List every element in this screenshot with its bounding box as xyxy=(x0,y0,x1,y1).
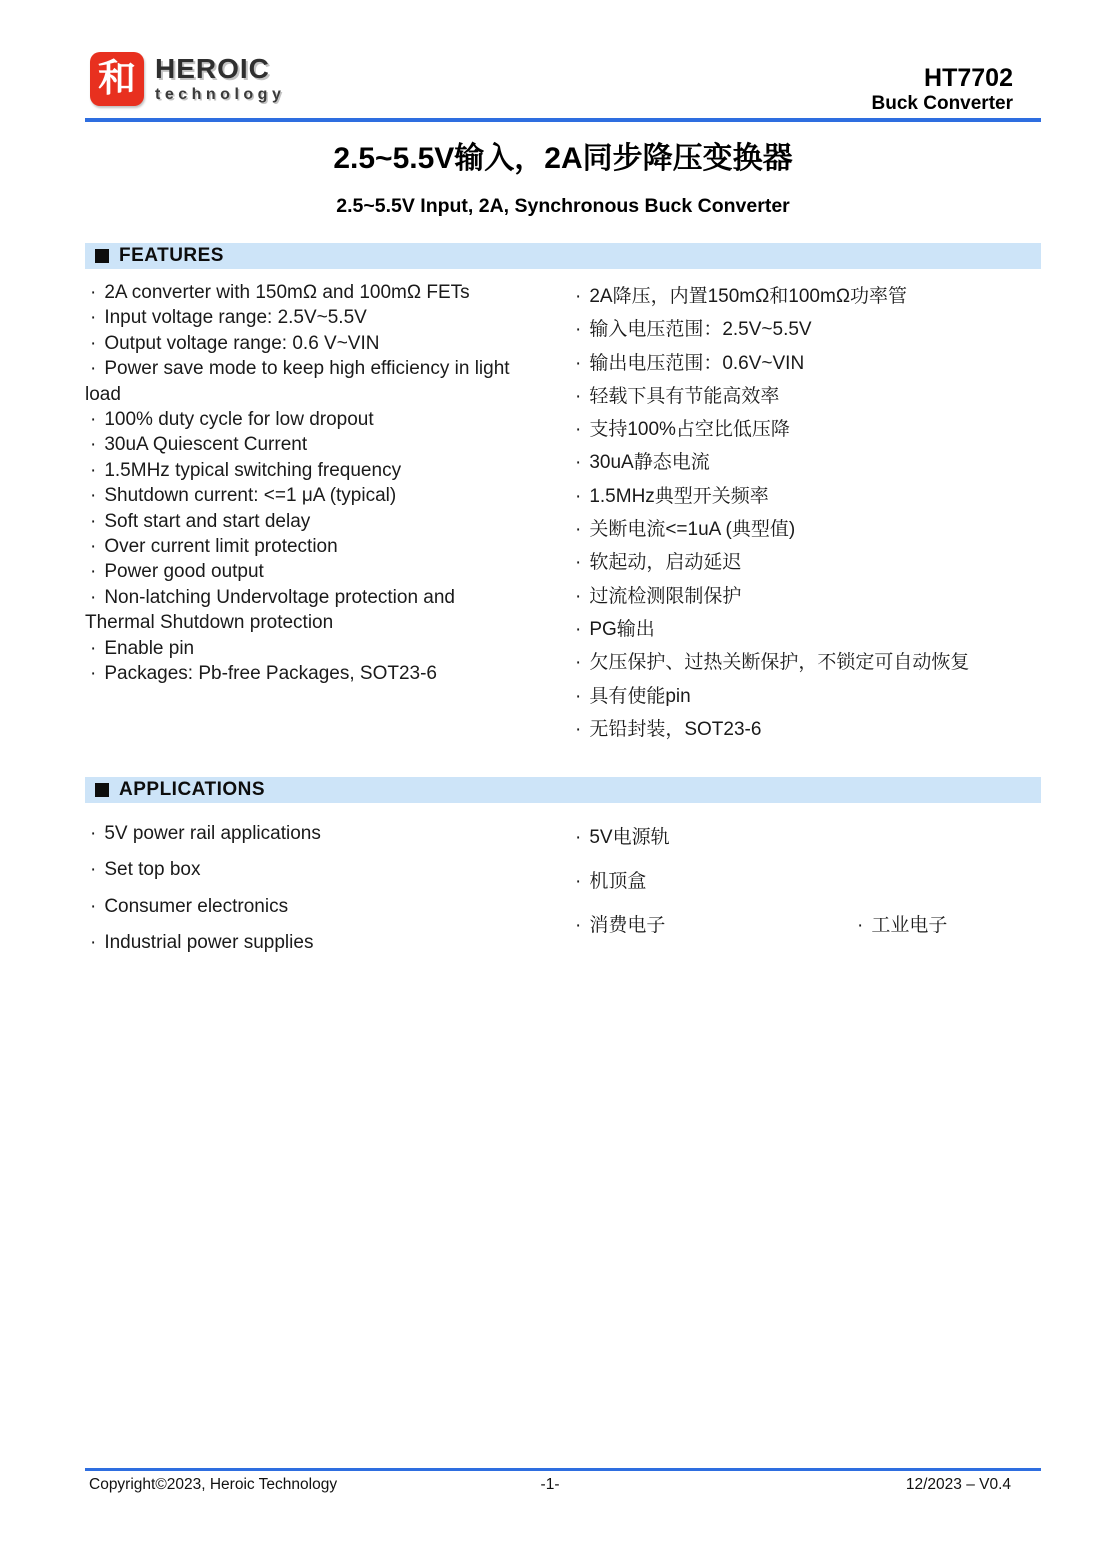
application-item-text: Industrial power supplies xyxy=(104,932,314,954)
bullet-dot-icon: · xyxy=(575,452,582,474)
feature-item-zh xyxy=(563,713,1041,746)
feature-item-text: 2A降压，内置150mΩ和100mΩ功率管 xyxy=(589,286,908,307)
feature-item-zh xyxy=(563,446,1041,479)
bullet-dot-icon: · xyxy=(575,552,582,574)
bullet-dot-icon: · xyxy=(90,358,97,380)
applications-list-zh xyxy=(563,816,1041,948)
feature-item-en xyxy=(85,382,563,407)
feature-item-text: Thermal Shutdown protection xyxy=(85,612,334,634)
page-content xyxy=(85,52,1041,961)
section-square-icon xyxy=(95,783,109,797)
applications-section-header xyxy=(85,777,1041,803)
feature-item-text: 关断电流<=1uA (典型值) xyxy=(589,519,796,541)
feature-item-en xyxy=(85,610,563,635)
feature-item-text: 2A converter with 150mΩ and 100mΩ FETs xyxy=(104,282,470,303)
bullet-dot-icon: · xyxy=(575,519,582,541)
feature-item-text: 具有使能pin xyxy=(589,685,691,707)
application-item-zh-extra xyxy=(845,904,947,948)
bullet-dot-icon: · xyxy=(575,485,582,507)
feature-item-en xyxy=(85,509,563,534)
feature-item-zh xyxy=(563,613,1041,646)
bullet-dot-icon: · xyxy=(575,652,582,674)
feature-item-en xyxy=(85,483,563,508)
bullet-dot-icon: · xyxy=(575,718,582,740)
feature-item-text: 30uA Quiescent Current xyxy=(104,434,308,456)
feature-item-text: 30uA静态电流 xyxy=(589,452,710,474)
feature-item-en xyxy=(85,280,563,305)
bullet-dot-icon: · xyxy=(575,618,582,640)
bullet-dot-icon: · xyxy=(575,419,582,441)
feature-item-en xyxy=(85,407,563,432)
feature-item-zh xyxy=(563,546,1041,579)
feature-item-text: 输入电压范围：2.5V~5.5V xyxy=(589,319,812,341)
feature-item-text: 100% duty cycle for low dropout xyxy=(104,409,374,431)
logo-text-block xyxy=(155,52,285,104)
feature-item-text: Shutdown current: <=1 μA (typical) xyxy=(104,485,397,507)
feature-item-en xyxy=(85,356,563,381)
feature-item-text: 软起动，启动延迟 xyxy=(589,552,742,574)
feature-item-text: Packages: Pb-free Packages, SOT23-6 xyxy=(104,663,437,685)
feature-item-zh xyxy=(563,413,1041,446)
feature-item-en xyxy=(85,432,563,457)
feature-item-zh xyxy=(563,513,1041,546)
feature-item-en xyxy=(85,636,563,661)
application-item-text: 5V power rail applications xyxy=(104,823,321,845)
feature-item-en xyxy=(85,661,563,686)
application-item-zh xyxy=(563,904,1041,948)
feature-item-en xyxy=(85,331,563,356)
feature-item-zh xyxy=(563,580,1041,613)
feature-item-text: Soft start and start delay xyxy=(104,510,311,532)
application-item-zh xyxy=(563,816,1041,860)
bullet-dot-icon: · xyxy=(575,585,582,607)
bullet-dot-icon: · xyxy=(90,434,97,456)
page-footer xyxy=(85,1468,1041,1494)
bullet-dot-icon: · xyxy=(575,871,582,893)
header-divider xyxy=(85,118,1041,122)
features-columns xyxy=(85,269,1041,753)
application-item-text: 消费电子 xyxy=(589,915,666,937)
feature-item-zh xyxy=(563,313,1041,346)
feature-item-text: 无铅封装，SOT23-6 xyxy=(589,718,762,740)
feature-item-zh xyxy=(563,480,1041,513)
features-section-header xyxy=(85,243,1041,269)
bullet-dot-icon: · xyxy=(90,637,97,659)
feature-item-text: Power good output xyxy=(104,561,264,583)
bullet-dot-icon: · xyxy=(90,409,97,431)
part-type: Buck Converter xyxy=(871,93,1013,114)
feature-item-text: Over current limit protection xyxy=(104,536,338,558)
bullet-dot-icon: · xyxy=(90,536,97,558)
feature-item-text: Non-latching Undervoltage protection and xyxy=(104,586,455,608)
application-item-en xyxy=(85,925,563,961)
bullet-dot-icon: · xyxy=(575,319,582,341)
bullet-dot-icon: · xyxy=(90,895,97,917)
feature-item-text: 1.5MHz typical switching frequency xyxy=(104,459,402,481)
feature-item-zh xyxy=(563,347,1041,380)
section-square-icon xyxy=(95,249,109,263)
part-number: HT7702 xyxy=(924,64,1013,92)
feature-item-text: Power save mode to keep high efficiency in light xyxy=(104,358,510,380)
feature-item-en xyxy=(85,458,563,483)
feature-item-text: 轻载下具有节能高效率 xyxy=(589,385,780,407)
bullet-dot-icon: · xyxy=(575,286,582,307)
footer-page-number: -1- xyxy=(540,1476,560,1493)
feature-item-text: Enable pin xyxy=(104,637,195,659)
application-item-en xyxy=(85,852,563,888)
application-item-text: 机顶盒 xyxy=(589,871,647,893)
feature-item-text: 过流检测限制保护 xyxy=(589,585,742,607)
bullet-dot-icon: · xyxy=(575,827,582,849)
application-item-en xyxy=(85,889,563,925)
application-item-text: Consumer electronics xyxy=(104,895,289,917)
feature-item-text: PG输出 xyxy=(589,618,655,640)
feature-item-zh xyxy=(563,680,1041,713)
applications-list-en xyxy=(85,816,563,961)
application-item-text: Set top box xyxy=(104,859,201,881)
bullet-dot-icon: · xyxy=(90,510,97,532)
feature-item-text: Output voltage range: 0.6 V~VIN xyxy=(104,332,380,354)
application-item-zh xyxy=(563,860,1041,904)
feature-item-en xyxy=(85,534,563,559)
bullet-dot-icon: · xyxy=(90,823,97,845)
bullet-dot-icon: · xyxy=(90,282,97,303)
page-title-zh: 2.5~5.5V输入，2A同步降压变换器 xyxy=(333,142,793,175)
bullet-dot-icon: · xyxy=(90,332,97,354)
brand-subname: technology xyxy=(155,86,286,103)
footer-version: 12/2023 – V0.4 xyxy=(905,1476,1012,1493)
application-item-text: 工业电子 xyxy=(871,915,948,937)
feature-item-zh xyxy=(563,380,1041,413)
company-logo xyxy=(90,52,285,106)
bullet-dot-icon: · xyxy=(90,307,97,329)
features-heading: FEATURES xyxy=(119,245,224,266)
application-item-en xyxy=(85,816,563,852)
bullet-dot-icon: · xyxy=(90,485,97,507)
bullet-dot-icon: · xyxy=(90,561,97,583)
feature-item-text: load xyxy=(85,383,121,405)
feature-item-en xyxy=(85,559,563,584)
features-list-zh xyxy=(563,280,1041,746)
bullet-dot-icon: · xyxy=(90,459,97,481)
bullet-dot-icon: · xyxy=(575,352,582,374)
footer-copyright: Copyright©2023, Heroic Technology xyxy=(89,1476,338,1493)
feature-item-zh xyxy=(563,280,1041,313)
page-title-en: 2.5~5.5V Input, 2A, Synchronous Buck Converter xyxy=(336,195,790,217)
brand-name: HEROIC xyxy=(155,53,270,84)
bullet-dot-icon: · xyxy=(857,915,864,937)
page-header xyxy=(85,52,1041,118)
feature-item-zh xyxy=(563,646,1041,679)
feature-item-text: 输出电压范围：0.6V~VIN xyxy=(589,352,805,374)
feature-item-en xyxy=(85,585,563,610)
bullet-dot-icon: · xyxy=(575,385,582,407)
features-list-en xyxy=(85,280,563,687)
bullet-dot-icon: · xyxy=(90,663,97,685)
feature-item-text: Input voltage range: 2.5V~5.5V xyxy=(104,307,367,329)
bullet-dot-icon: · xyxy=(90,859,97,881)
application-item-text: 5V电源轨 xyxy=(589,827,670,849)
feature-item-text: 支持100%占空比低压降 xyxy=(589,419,790,441)
applications-heading: APPLICATIONS xyxy=(119,779,266,801)
bullet-dot-icon: · xyxy=(90,586,97,608)
applications-columns xyxy=(85,803,1041,961)
logo-seal-icon: 和 xyxy=(90,52,144,106)
bullet-dot-icon: · xyxy=(90,932,97,954)
feature-item-en xyxy=(85,305,563,330)
feature-item-text: 1.5MHz典型开关频率 xyxy=(589,485,769,507)
bullet-dot-icon: · xyxy=(575,915,582,937)
feature-item-text: 欠压保护、过热关断保护，不锁定可自动恢复 xyxy=(589,652,970,674)
part-header xyxy=(872,52,1042,115)
bullet-dot-icon: · xyxy=(575,685,582,707)
